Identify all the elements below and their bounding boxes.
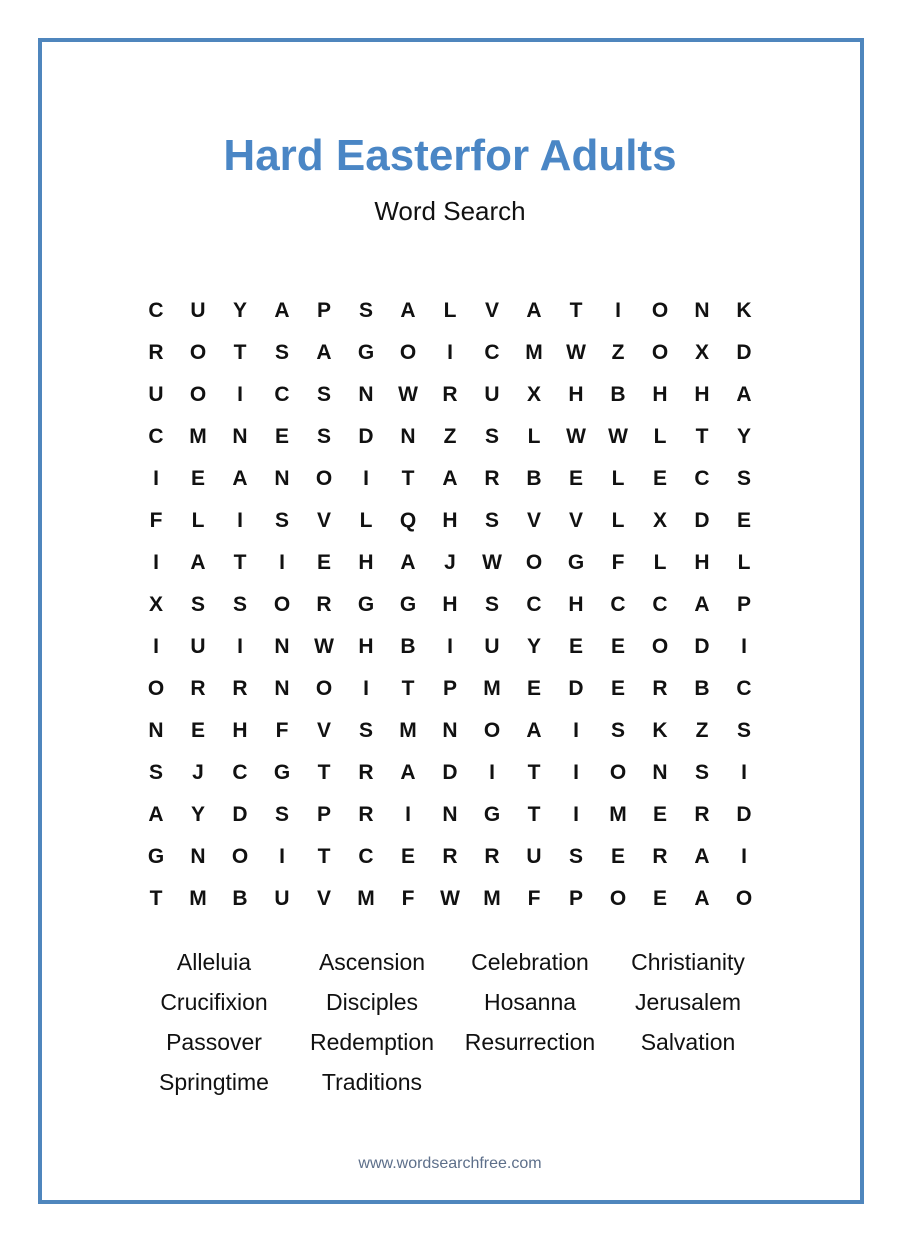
grid-cell: A (148, 803, 164, 826)
grid-cell: B (610, 383, 626, 406)
grid-cell: A (694, 593, 710, 616)
grid-cell: C (736, 677, 752, 700)
grid-row (135, 458, 765, 500)
grid-cell: U (274, 887, 290, 910)
grid-cell: D (736, 803, 752, 826)
grid-cell: O (651, 635, 669, 658)
grid-cell: S (736, 467, 751, 490)
grid-cell: I (153, 551, 159, 574)
grid-cell: P (442, 677, 457, 700)
grid-cell: O (231, 845, 249, 868)
grid-cell: M (357, 887, 375, 910)
grid-cell: R (442, 383, 458, 406)
word-list-item: Jerusalem (634, 989, 742, 1015)
grid-cell: H (358, 551, 374, 574)
grid-cell: D (442, 761, 458, 784)
grid-cell: R (484, 467, 500, 490)
grid-cell: O (651, 341, 669, 364)
grid-cell: A (190, 551, 206, 574)
grid-cell: P (316, 803, 331, 826)
grid-cell: A (526, 299, 542, 322)
grid-cell: I (741, 761, 747, 784)
grid-cell: N (400, 425, 416, 448)
grid-cell: I (237, 383, 243, 406)
grid-cell: I (741, 635, 747, 658)
grid-cell: H (568, 593, 584, 616)
grid-cell: O (189, 383, 207, 406)
grid-cell: H (694, 383, 710, 406)
grid-cell: I (447, 341, 453, 364)
word-list-item: Alleluia (176, 949, 252, 975)
grid-cell: R (190, 677, 206, 700)
grid-cell: X (148, 593, 163, 616)
grid-cell: D (694, 509, 710, 532)
grid-cell: V (526, 509, 541, 532)
grid-row (135, 374, 765, 416)
grid-cell: N (232, 425, 248, 448)
grid-cell: U (526, 845, 542, 868)
grid-cell: G (357, 593, 375, 616)
grid-cell: N (694, 299, 710, 322)
grid-cell: E (610, 677, 625, 700)
grid-cell: E (190, 467, 205, 490)
grid-cell: T (527, 803, 541, 826)
grid-cell: H (358, 635, 374, 658)
word-list-item: Traditions (321, 1069, 423, 1095)
grid-cell: S (736, 719, 751, 742)
grid-cell: T (233, 341, 247, 364)
grid-cell: B (526, 467, 542, 490)
grid-cell: L (653, 551, 667, 574)
word-list-item: Disciples (325, 989, 419, 1015)
grid-cell: J (192, 761, 204, 784)
grid-cell: N (442, 803, 458, 826)
grid-cell: O (315, 677, 333, 700)
grid-row (135, 626, 765, 668)
grid-cell: T (695, 425, 709, 448)
grid-cell: B (400, 635, 416, 658)
grid-cell: X (526, 383, 541, 406)
grid-row (135, 332, 765, 374)
grid-cell: M (189, 425, 207, 448)
grid-cell: A (232, 467, 248, 490)
grid-cell: L (359, 509, 373, 532)
grid-cell: T (149, 887, 163, 910)
word-list-item: Crucifixion (160, 989, 268, 1015)
grid-cell: E (610, 845, 625, 868)
grid-cell: D (568, 677, 584, 700)
grid-row (135, 542, 765, 584)
grid-cell: R (484, 845, 500, 868)
grid-cell: V (568, 509, 583, 532)
grid-cell: W (440, 887, 460, 910)
grid-cell: C (610, 593, 626, 616)
grid-row (135, 752, 765, 794)
grid-cell: H (652, 383, 668, 406)
grid-cell: S (316, 383, 331, 406)
grid-cell: D (232, 803, 248, 826)
grid-cell: A (694, 887, 710, 910)
grid-cell: C (484, 341, 500, 364)
grid-cell: P (568, 887, 583, 910)
grid-cell: R (358, 803, 374, 826)
grid-cell: Z (695, 719, 709, 742)
grid-cell: E (736, 509, 751, 532)
grid-cell: Z (611, 341, 625, 364)
grid-cell: H (442, 593, 458, 616)
grid-cell: Y (232, 299, 247, 322)
grid-row (135, 710, 765, 752)
grid-cell: Y (736, 425, 751, 448)
grid-cell: H (694, 551, 710, 574)
grid-cell: Y (190, 803, 205, 826)
grid-cell: M (399, 719, 417, 742)
grid-cell: W (566, 341, 586, 364)
page-subtitle: Word Search (374, 196, 526, 226)
grid-cell: L (611, 467, 625, 490)
grid-cell: L (191, 509, 205, 532)
grid-cell: O (483, 719, 501, 742)
grid-cell: R (148, 341, 164, 364)
grid-cell: C (652, 593, 668, 616)
word-list-item: Salvation (640, 1029, 736, 1055)
grid-row (135, 878, 765, 920)
grid-cell: I (573, 803, 579, 826)
grid-cell: A (736, 383, 752, 406)
grid-cell: S (274, 803, 289, 826)
grid-cell: S (610, 719, 625, 742)
grid-cell: S (484, 509, 499, 532)
grid-cell: D (358, 425, 374, 448)
grid-cell: O (315, 467, 333, 490)
word-list-item: Hosanna (483, 989, 577, 1015)
grid-row (135, 584, 765, 626)
grid-cell: T (233, 551, 247, 574)
grid-cell: I (237, 509, 243, 532)
grid-cell: C (358, 845, 374, 868)
grid-cell: B (232, 887, 248, 910)
grid-cell: O (525, 551, 543, 574)
grid-cell: S (274, 341, 289, 364)
grid-cell: U (190, 635, 206, 658)
word-list-item: Redemption (309, 1029, 435, 1055)
grid-cell: O (609, 887, 627, 910)
grid-cell: S (316, 425, 331, 448)
grid-cell: H (442, 509, 458, 532)
grid-cell: A (400, 299, 416, 322)
grid-cell: K (652, 719, 668, 742)
grid-cell: S (190, 593, 205, 616)
grid-cell: N (190, 845, 206, 868)
grid-cell: E (652, 887, 667, 910)
grid-cell: Y (526, 635, 541, 658)
footer-site: www.wordsearchfree.com (358, 1155, 542, 1172)
grid-cell: E (568, 467, 583, 490)
grid-cell: G (147, 845, 165, 868)
word-list (135, 942, 765, 1102)
grid-cell: C (694, 467, 710, 490)
grid-cell: M (609, 803, 627, 826)
grid-cell: A (526, 719, 542, 742)
grid-cell: H (232, 719, 248, 742)
grid-cell: D (694, 635, 710, 658)
word-list-item: Springtime (159, 1069, 269, 1095)
grid-cell: I (615, 299, 621, 322)
grid-cell: A (694, 845, 710, 868)
grid-cell: W (314, 635, 334, 658)
grid-cell: T (401, 467, 415, 490)
grid-cell: U (190, 299, 206, 322)
grid-cell: I (363, 677, 369, 700)
grid-cell: W (608, 425, 628, 448)
grid-cell: I (153, 467, 159, 490)
grid-cell: N (652, 761, 668, 784)
grid-cell: M (483, 677, 501, 700)
grid-cell: I (405, 803, 411, 826)
grid-cell: S (484, 593, 499, 616)
grid-cell: N (274, 677, 290, 700)
grid-cell: I (447, 635, 453, 658)
grid-cell: V (484, 299, 499, 322)
word-list-item: Christianity (631, 949, 745, 975)
grid-cell: G (567, 551, 585, 574)
grid-cell: Z (443, 425, 457, 448)
grid-cell: R (232, 677, 248, 700)
grid-cell: E (400, 845, 415, 868)
grid-cell: M (525, 341, 543, 364)
letter-grid (135, 290, 765, 920)
grid-cell: N (358, 383, 374, 406)
grid-cell: N (442, 719, 458, 742)
grid-cell: O (735, 887, 753, 910)
grid-cell: A (400, 761, 416, 784)
grid-cell: G (357, 341, 375, 364)
grid-row (135, 794, 765, 836)
grid-cell: L (611, 509, 625, 532)
grid-cell: I (741, 845, 747, 868)
word-list-item: Celebration (471, 949, 589, 975)
grid-cell: F (275, 719, 289, 742)
grid-row (135, 668, 765, 710)
grid-cell: S (568, 845, 583, 868)
grid-cell: T (317, 761, 331, 784)
grid-cell: I (573, 761, 579, 784)
grid-cell: S (694, 761, 709, 784)
grid-cell: O (147, 677, 165, 700)
grid-cell: S (358, 719, 373, 742)
grid-cell: C (232, 761, 248, 784)
grid-cell: A (274, 299, 290, 322)
grid-cell: J (444, 551, 456, 574)
grid-cell: I (237, 635, 243, 658)
grid-cell: O (189, 341, 207, 364)
grid-row (135, 290, 765, 332)
grid-cell: O (273, 593, 291, 616)
grid-cell: C (526, 593, 542, 616)
grid-cell: C (274, 383, 290, 406)
grid-cell: O (609, 761, 627, 784)
grid-cell: N (148, 719, 164, 742)
grid-cell: R (652, 845, 668, 868)
grid-cell: R (358, 761, 374, 784)
grid-cell: P (736, 593, 751, 616)
grid-cell: V (316, 887, 331, 910)
grid-cell: I (279, 845, 285, 868)
grid-cell: U (484, 383, 500, 406)
grid-cell: W (566, 425, 586, 448)
grid-cell: R (652, 677, 668, 700)
grid-cell: T (401, 677, 415, 700)
grid-cell: G (483, 803, 501, 826)
grid-cell: S (358, 299, 373, 322)
grid-row (135, 500, 765, 542)
grid-cell: E (652, 803, 667, 826)
grid-cell: E (652, 467, 667, 490)
grid-cell: S (232, 593, 247, 616)
grid-cell: U (148, 383, 164, 406)
grid-cell: S (484, 425, 499, 448)
grid-cell: W (482, 551, 502, 574)
grid-cell: O (399, 341, 417, 364)
grid-cell: G (273, 761, 291, 784)
grid-cell: T (317, 845, 331, 868)
grid-cell: I (153, 635, 159, 658)
grid-cell: I (573, 719, 579, 742)
grid-cell: A (400, 551, 416, 574)
grid-cell: W (398, 383, 418, 406)
grid-cell: C (148, 299, 164, 322)
grid-cell: I (363, 467, 369, 490)
grid-row (135, 416, 765, 458)
grid-cell: R (316, 593, 332, 616)
grid-cell: L (653, 425, 667, 448)
grid-cell: U (484, 635, 500, 658)
grid-cell: X (652, 509, 667, 532)
grid-cell: M (483, 887, 501, 910)
grid-cell: F (527, 887, 541, 910)
grid-cell: A (442, 467, 458, 490)
grid-cell: V (316, 509, 331, 532)
grid-cell: E (316, 551, 331, 574)
grid-cell: S (274, 509, 289, 532)
grid-cell: I (279, 551, 285, 574)
grid-cell: D (736, 341, 752, 364)
grid-cell: I (489, 761, 495, 784)
grid-cell: N (274, 635, 290, 658)
grid-cell: T (527, 761, 541, 784)
grid-cell: M (189, 887, 207, 910)
grid-cell: F (611, 551, 625, 574)
grid-cell: P (316, 299, 331, 322)
word-list-item: Passover (166, 1029, 262, 1055)
grid-cell: F (401, 887, 415, 910)
grid-cell: O (651, 299, 669, 322)
grid-cell: F (149, 509, 163, 532)
grid-cell: R (694, 803, 710, 826)
grid-cell: E (274, 425, 289, 448)
grid-cell: B (694, 677, 710, 700)
grid-cell: Q (399, 509, 417, 532)
grid-cell: E (568, 635, 583, 658)
grid-cell: L (443, 299, 457, 322)
grid-cell: S (148, 761, 163, 784)
grid-cell: T (569, 299, 583, 322)
grid-row (135, 836, 765, 878)
grid-cell: E (610, 635, 625, 658)
grid-cell: E (526, 677, 541, 700)
grid-cell: X (694, 341, 709, 364)
grid-cell: K (736, 299, 752, 322)
grid-cell: E (190, 719, 205, 742)
page-title: Hard Easterfor Adults (223, 131, 677, 180)
grid-cell: C (148, 425, 164, 448)
grid-cell: G (399, 593, 417, 616)
word-list-item: Resurrection (464, 1029, 596, 1055)
grid-cell: A (316, 341, 332, 364)
grid-cell: N (274, 467, 290, 490)
grid-cell: L (527, 425, 541, 448)
grid-cell: R (442, 845, 458, 868)
grid-cell: H (568, 383, 584, 406)
grid-cell: L (737, 551, 751, 574)
word-list-item: Ascension (318, 949, 426, 975)
grid-cell: V (316, 719, 331, 742)
